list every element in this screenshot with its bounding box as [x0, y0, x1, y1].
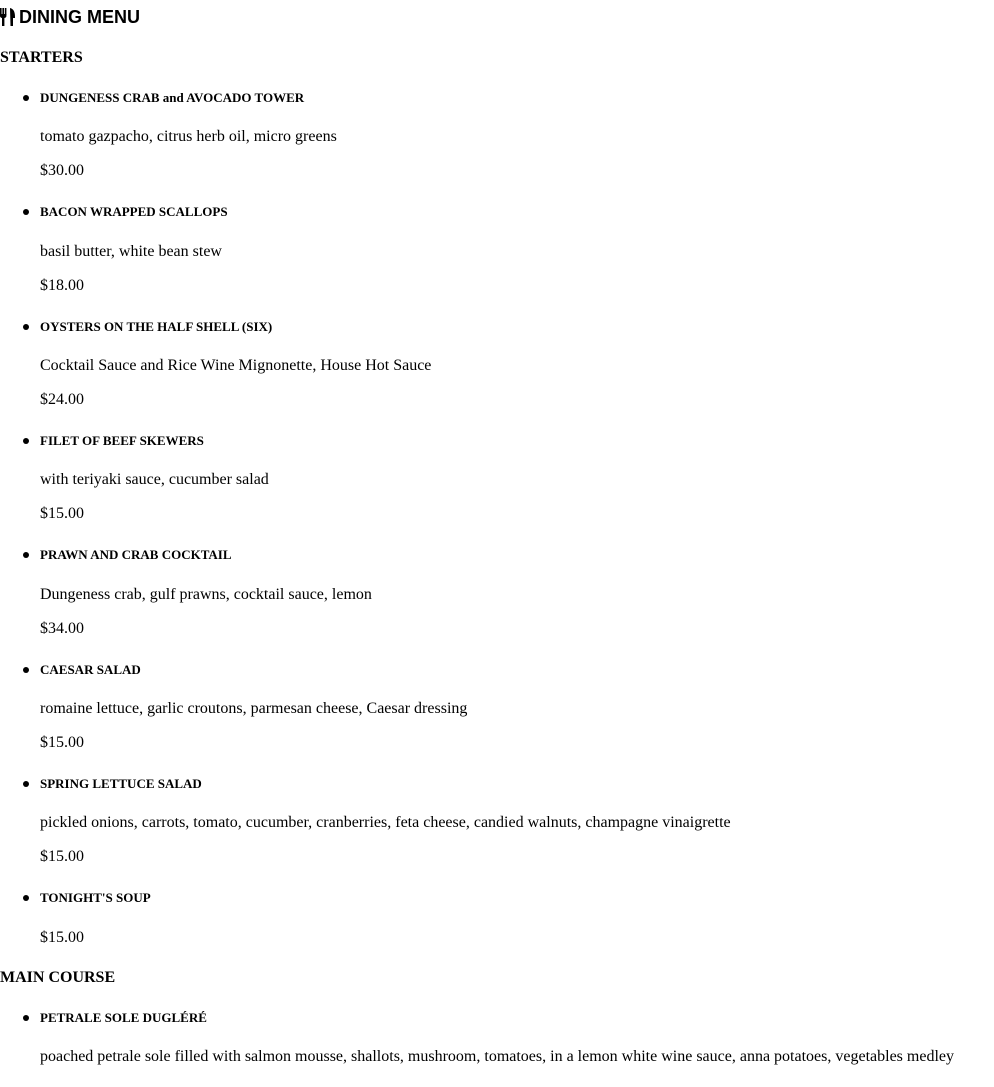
- list-bullet: [23, 781, 29, 787]
- item-name: CAESAR SALAD: [40, 662, 141, 677]
- item-price: $15.00: [40, 848, 84, 865]
- section-heading-main-course: MAIN COURSE: [0, 969, 116, 986]
- item-name: DUNGENESS CRAB and AVOCADO TOWER: [40, 90, 305, 105]
- item-description: with teriyaki sauce, cucumber salad: [40, 471, 269, 488]
- list-bullet: [23, 209, 29, 215]
- item-name: PETRALE SOLE DUGLÉRÉ: [40, 1010, 207, 1025]
- item-price: $18.00: [40, 277, 84, 294]
- list-bullet: [23, 552, 29, 558]
- page-title-text: DINING MENU: [19, 7, 140, 27]
- item-description: romaine lettuce, garlic croutons, parmesan cheese, Caesar dressing: [40, 700, 468, 717]
- item-description: tomato gazpacho, citrus herb oil, micro greens: [40, 128, 337, 145]
- page-title: [0, 5, 140, 29]
- item-name: TONIGHT'S SOUP: [40, 890, 151, 905]
- item-name: SPRING LETTUCE SALAD: [40, 776, 202, 791]
- item-description: poached petrale sole filled with salmon mousse, shallots, mushroom, tomatoes, in a lemon white wine sauce, anna potatoes, vegetables medley: [40, 1048, 954, 1065]
- item-description: Dungeness crab, gulf prawns, cocktail sauce, lemon: [40, 586, 372, 603]
- section-heading-starters: STARTERS: [0, 49, 83, 66]
- list-bullet: [23, 667, 29, 673]
- list-bullet: [23, 324, 29, 330]
- item-name: FILET OF BEEF SKEWERS: [40, 433, 204, 448]
- item-name: PRAWN AND CRAB COCKTAIL: [40, 547, 232, 562]
- list-bullet: [23, 1015, 29, 1021]
- list-bullet: [23, 95, 29, 101]
- item-name: OYSTERS ON THE HALF SHELL (SIX): [40, 319, 273, 334]
- item-price: $34.00: [40, 620, 84, 637]
- item-price: $30.00: [40, 162, 84, 179]
- item-price: $15.00: [40, 734, 84, 751]
- list-bullet: [23, 895, 29, 901]
- fork-knife-icon: [0, 8, 16, 26]
- item-price: $24.00: [40, 391, 84, 408]
- item-price: $15.00: [40, 505, 84, 522]
- list-bullet: [23, 438, 29, 444]
- item-description: pickled onions, carrots, tomato, cucumber, cranberries, feta cheese, candied walnuts, champagne vinaigrette: [40, 814, 731, 831]
- item-description: basil butter, white bean stew: [40, 243, 222, 260]
- item-price: $15.00: [40, 929, 84, 946]
- item-name: BACON WRAPPED SCALLOPS: [40, 204, 228, 219]
- item-description: Cocktail Sauce and Rice Wine Mignonette, House Hot Sauce: [40, 357, 432, 374]
